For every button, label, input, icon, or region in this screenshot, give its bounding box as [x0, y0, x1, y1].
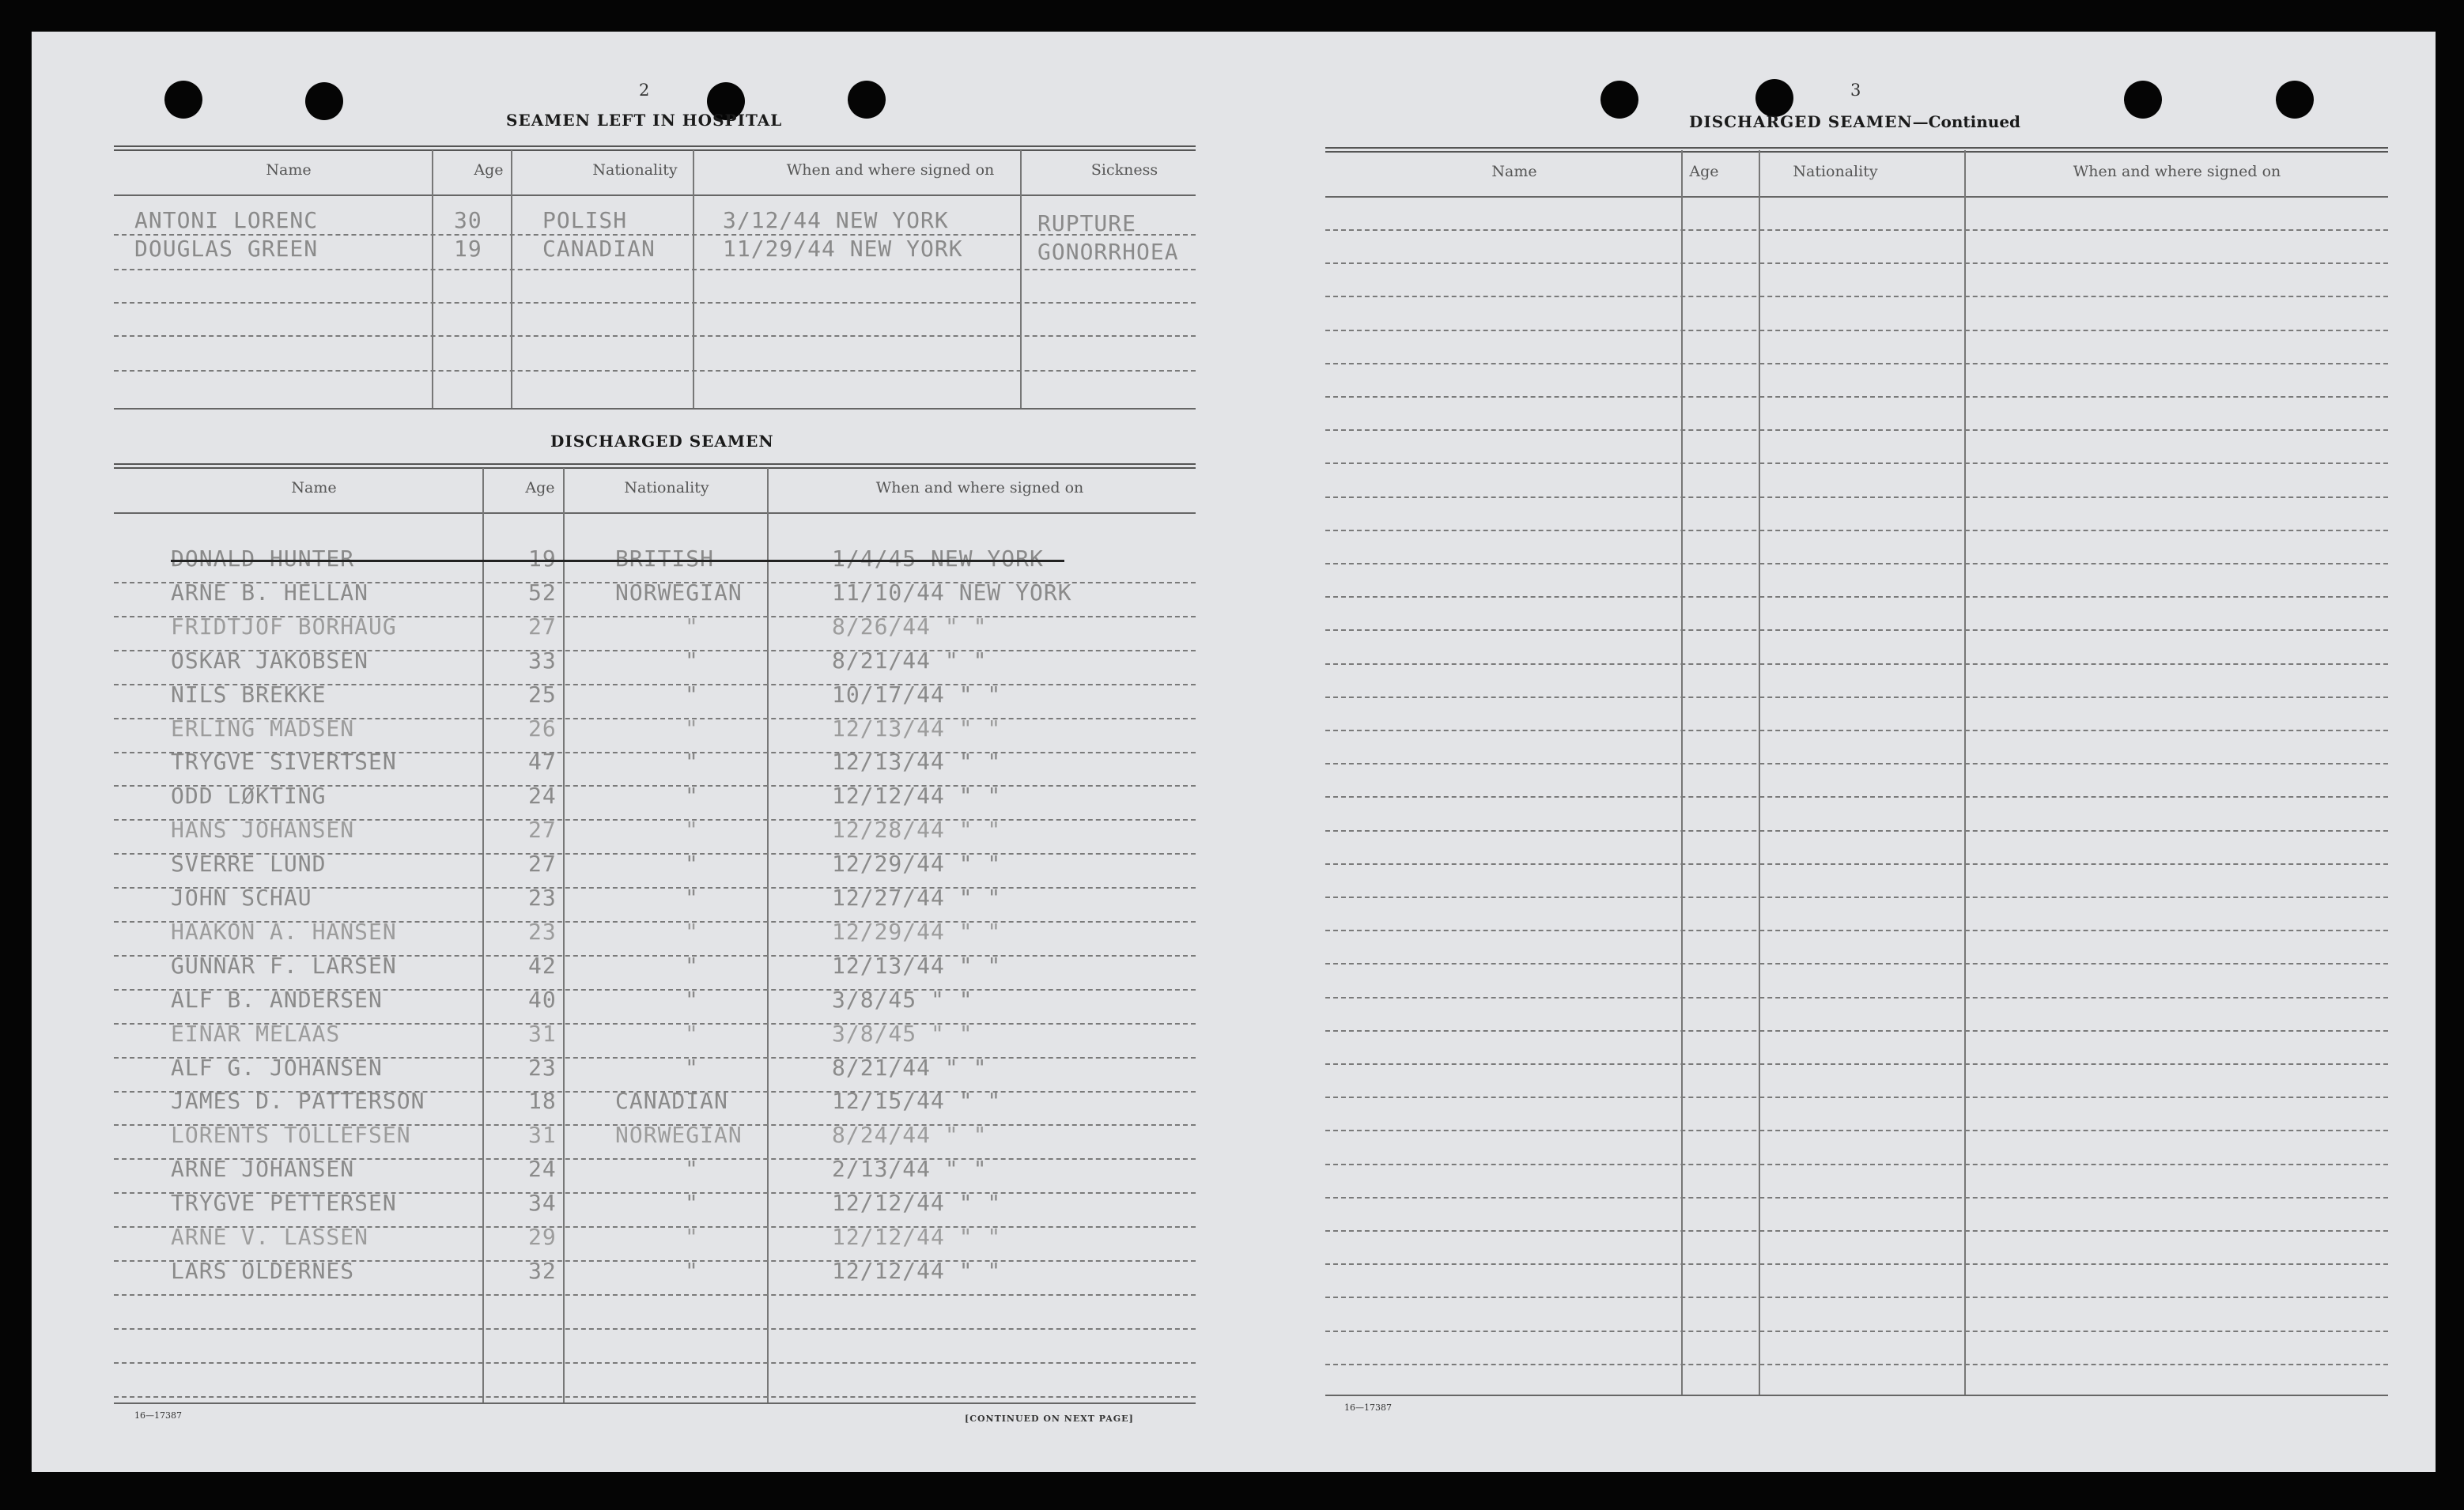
cell-signed: 8/26/44 " ": [832, 613, 988, 640]
cell-age: 40: [528, 987, 557, 1013]
cell-nationality: ": [685, 647, 699, 674]
col-header-age: Age: [1689, 163, 1719, 180]
cell-name: DOUGLAS GREEN: [134, 236, 319, 262]
col-header-nationality: Nationality: [592, 161, 678, 179]
cell-signed: 12/27/44 " ": [832, 885, 1002, 911]
cell-name: ALF B. ANDERSEN: [171, 987, 383, 1013]
continued-note: [CONTINUED ON NEXT PAGE]: [965, 1414, 1134, 1424]
cell-nationality: ": [685, 1258, 699, 1284]
cell-age: 47: [528, 749, 557, 775]
cell-name: DONALD HUNTER: [171, 545, 355, 572]
punch-hole: [1600, 81, 1638, 119]
punch-hole: [305, 82, 343, 120]
cell-nationality: ": [685, 953, 699, 979]
punch-hole: [2124, 81, 2162, 119]
cell-age: 19: [454, 236, 482, 262]
punch-hole: [164, 81, 202, 119]
cell-age: 18: [528, 1088, 557, 1114]
cell-age: 26: [528, 715, 557, 742]
cell-age: 23: [528, 885, 557, 911]
cell-name: ALF G. JOHANSEN: [171, 1055, 383, 1081]
cell-nationality: ": [685, 1224, 699, 1250]
cell-nationality: ": [685, 613, 699, 640]
strike-through: [171, 560, 1064, 562]
cell-nationality: ": [685, 919, 699, 945]
cell-nationality: ": [685, 715, 699, 742]
cell-name: ARNE JOHANSEN: [171, 1156, 355, 1182]
cell-signed: 12/12/44 " ": [832, 1258, 1002, 1284]
cell-name: ODD LØKTING: [171, 783, 327, 809]
cell-name: ARNE V. LASSEN: [171, 1224, 369, 1250]
cell-nationality: ": [685, 681, 699, 708]
col-header-name: Name: [291, 479, 337, 496]
cell-nationality: ": [685, 749, 699, 775]
cell-name: FRIDTJOF BORHAUG: [171, 613, 397, 640]
cell-signed: 11/10/44 NEW YORK: [832, 579, 1072, 606]
col-header-age: Age: [525, 479, 555, 496]
cell-name: ERLING MADSEN: [171, 715, 355, 742]
rule: [1325, 147, 2388, 153]
rule: [114, 145, 1196, 151]
cell-signed: 12/29/44 " ": [832, 919, 1002, 945]
cell-nationality: ": [685, 1190, 699, 1216]
col-header-name: Name: [266, 161, 312, 179]
cell-age: 42: [528, 953, 557, 979]
cell-sickness: GONORRHOEA: [1037, 239, 1179, 265]
page-number: 3: [1850, 81, 1861, 100]
col-header-signed: When and where signed on: [786, 161, 995, 179]
cell-name: OSKAR JAKOBSEN: [171, 647, 369, 674]
cell-signed: 12/13/44 " ": [832, 953, 1002, 979]
col-header-nationality: Nationality: [624, 479, 709, 496]
cell-signed: 11/29/44 NEW YORK: [723, 236, 963, 262]
cell-nationality: ": [685, 817, 699, 843]
cell-signed: 12/28/44 " ": [832, 817, 1002, 843]
cell-name: LORENTS TOLLEFSEN: [171, 1122, 411, 1148]
cell-signed: 12/15/44 " ": [832, 1088, 1002, 1114]
cell-name: EINAR MELAAS: [171, 1021, 341, 1047]
col-header-sickness: Sickness: [1090, 161, 1158, 179]
form-number: 16—17387: [134, 1410, 182, 1421]
page-number: 2: [639, 81, 650, 100]
document-sheet: [32, 32, 2436, 1472]
cell-signed: 3/12/44 NEW YORK: [723, 207, 949, 233]
cell-age: 31: [528, 1021, 557, 1047]
cell-age: 29: [528, 1224, 557, 1250]
rule: [114, 463, 1196, 469]
punch-hole: [1755, 79, 1793, 117]
title-suffix: —Continued: [1912, 112, 2021, 131]
cell-name: ANTONI LORENC: [134, 207, 319, 233]
col-header-age: Age: [474, 161, 504, 179]
cell-nationality: POLISH: [542, 207, 628, 233]
cell-age: 27: [528, 613, 557, 640]
cell-name: TRYGVE SIVERTSEN: [171, 749, 397, 775]
cell-signed: 12/29/44 " ": [832, 851, 1002, 877]
cell-age: 25: [528, 681, 557, 708]
title-main: DISCHARGED SEAMEN: [1689, 112, 1913, 131]
cell-nationality: ": [685, 783, 699, 809]
cell-signed: 12/13/44 " ": [832, 715, 1002, 742]
cell-name: HANS JOHANSEN: [171, 817, 355, 843]
cell-name: JAMES D. PATTERSON: [171, 1088, 425, 1114]
col-header-signed: When and where signed on: [875, 479, 1084, 496]
cell-signed: 1/4/45 NEW YORK: [832, 545, 1044, 572]
cell-name: JOHN SCHAU: [171, 885, 312, 911]
cell-age: 19: [528, 545, 557, 572]
cell-signed: 12/12/44 " ": [832, 1224, 1002, 1250]
cell-age: 31: [528, 1122, 557, 1148]
cell-nationality: NORWEGIAN: [615, 1122, 743, 1148]
cell-age: 30: [454, 207, 482, 233]
form-number: 16—17387: [1344, 1402, 1392, 1413]
cell-age: 24: [528, 1156, 557, 1182]
hospital-section-title: SEAMEN LEFT IN HOSPITAL: [506, 111, 783, 130]
col-header-nationality: Nationality: [1793, 163, 1878, 180]
cell-name: HAAKON A. HANSEN: [171, 919, 397, 945]
cell-age: 33: [528, 647, 557, 674]
cell-signed: 12/12/44 " ": [832, 1190, 1002, 1216]
cell-name: LARS OLDERNES: [171, 1258, 355, 1284]
cell-age: 27: [528, 817, 557, 843]
cell-signed: 2/13/44 " ": [832, 1156, 988, 1182]
cell-sickness: RUPTURE: [1037, 210, 1137, 236]
cell-signed: 12/12/44 " ": [832, 783, 1002, 809]
cell-signed: 8/24/44 " ": [832, 1122, 988, 1148]
discharged-section-title: DISCHARGED SEAMEN: [550, 432, 774, 451]
cell-nationality: NORWEGIAN: [615, 579, 743, 606]
cell-nationality: CANADIAN: [542, 236, 656, 262]
cell-nationality: ": [685, 987, 699, 1013]
cell-nationality: ": [685, 851, 699, 877]
cell-signed: 12/13/44 " ": [832, 749, 1002, 775]
cell-nationality: BRITISH: [615, 545, 715, 572]
cell-name: ARNE B. HELLAN: [171, 579, 369, 606]
col-header-signed: When and where signed on: [2073, 163, 2281, 180]
cell-age: 24: [528, 783, 557, 809]
punch-hole: [2276, 81, 2314, 119]
cell-nationality: ": [685, 1055, 699, 1081]
cell-signed: 8/21/44 " ": [832, 1055, 988, 1081]
cell-age: 32: [528, 1258, 557, 1284]
cell-nationality: ": [685, 1156, 699, 1182]
cell-signed: 3/8/45 " ": [832, 987, 973, 1013]
cell-nationality: CANADIAN: [615, 1088, 728, 1114]
page-title: [1689, 112, 2020, 131]
col-header-name: Name: [1491, 163, 1537, 180]
cell-age: 23: [528, 1055, 557, 1081]
cell-age: 27: [528, 851, 557, 877]
cell-name: NILS BREKKE: [171, 681, 327, 708]
cell-signed: 10/17/44 " ": [832, 681, 1002, 708]
cell-nationality: ": [685, 1021, 699, 1047]
cell-nationality: ": [685, 885, 699, 911]
cell-age: 52: [528, 579, 557, 606]
cell-name: TRYGVE PETTERSEN: [171, 1190, 397, 1216]
cell-age: 23: [528, 919, 557, 945]
punch-hole: [848, 81, 886, 119]
cell-name: SVERRE LUND: [171, 851, 327, 877]
cell-signed: 8/21/44 " ": [832, 647, 988, 674]
cell-signed: 3/8/45 " ": [832, 1021, 973, 1047]
cell-age: 34: [528, 1190, 557, 1216]
cell-name: GUNNAR F. LARSEN: [171, 953, 397, 979]
